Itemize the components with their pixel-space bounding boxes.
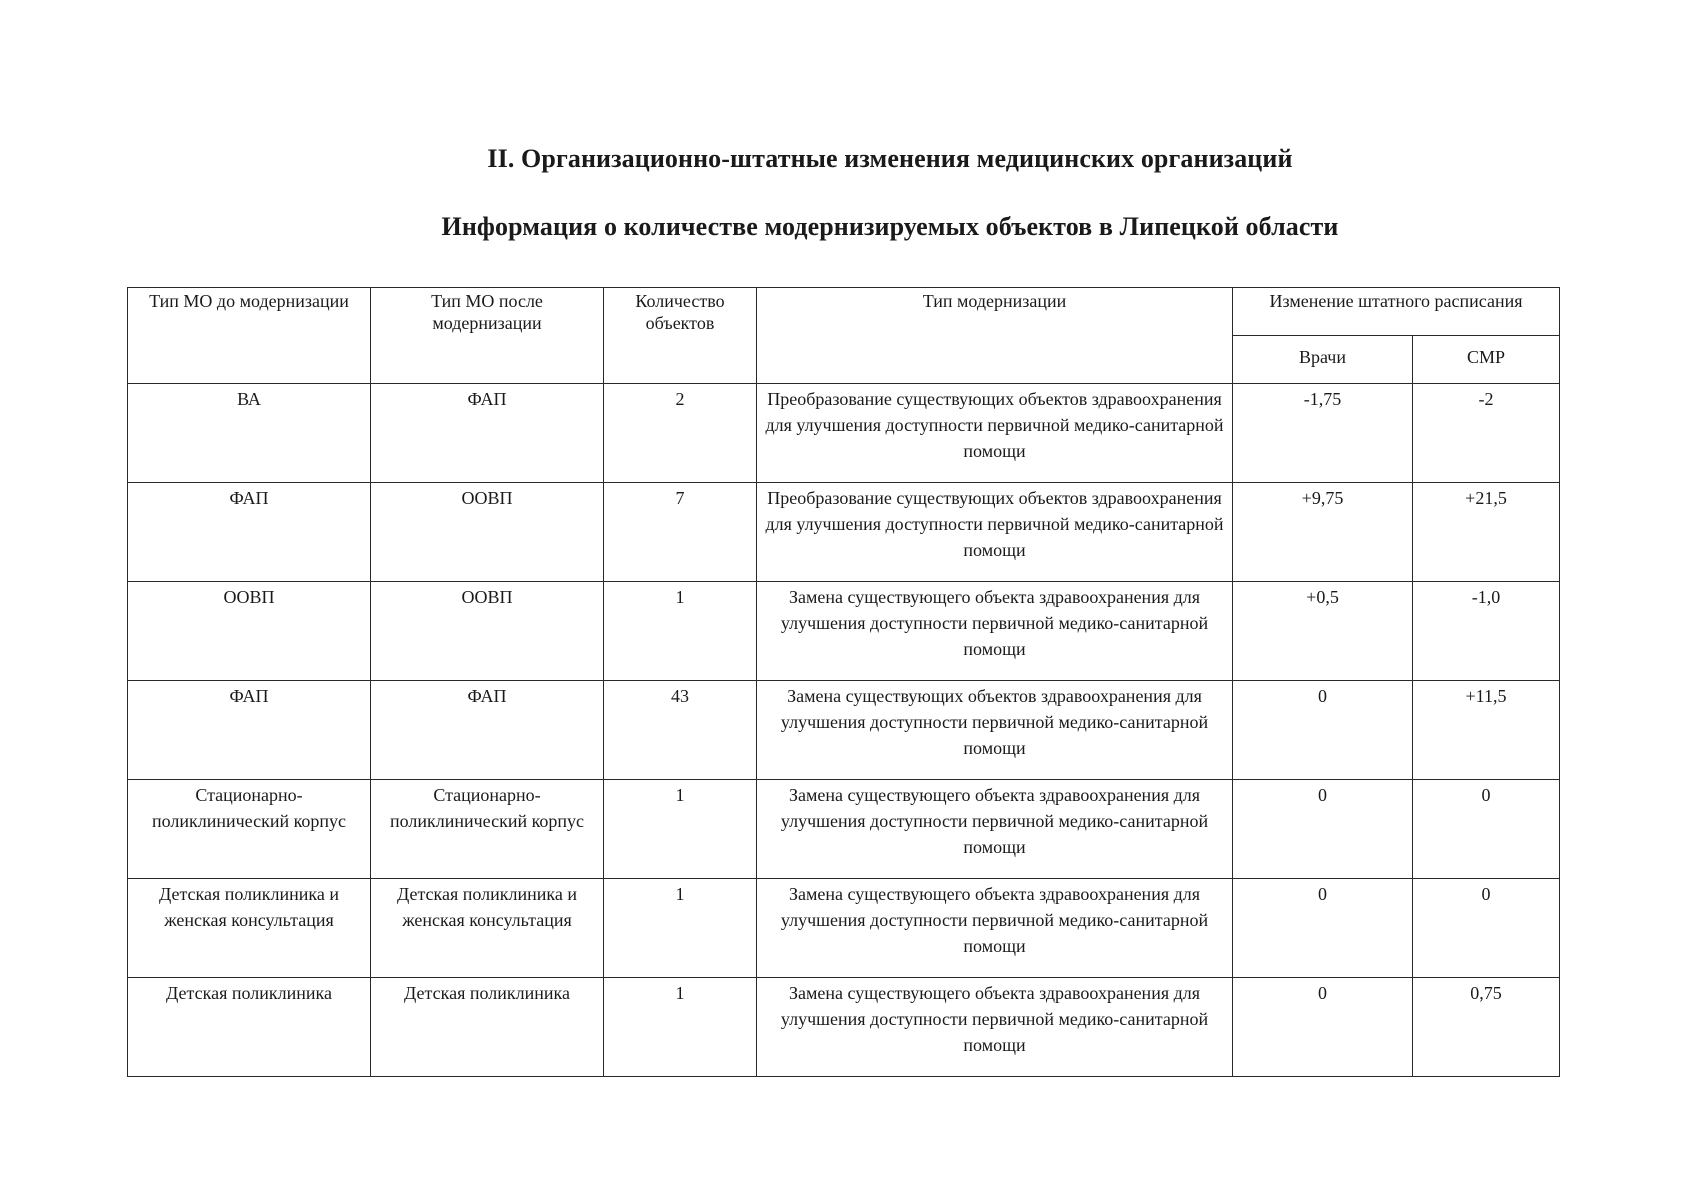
cell-count: 43 [604,681,757,780]
cell-type-before: Детская поликлиника и женская консультация [128,879,371,978]
cell-count: 1 [604,978,757,1077]
cell-modernization-type: Замена существующих объектов здравоохранения для улучшения доступности первичной медико-санитарной помощи [757,681,1233,780]
cell-smr: 0 [1413,780,1560,879]
section-heading: II. Организационно-штатные изменения медицинских организаций [487,144,1293,173]
header-modernization-type: Тип модернизации [757,288,1233,384]
cell-modernization-type: Замена существующего объекта здравоохранения для улучшения доступности первичной медико-санитарной помощи [757,978,1233,1077]
table-row [128,978,1560,1077]
cell-smr: +21,5 [1413,483,1560,582]
cell-type-before: ВА [128,384,371,483]
cell-smr: 0,75 [1413,978,1560,1077]
header-type-after: Тип МО после модернизации [371,288,604,384]
cell-count: 1 [604,582,757,681]
cell-doctors: 0 [1233,780,1413,879]
cell-type-before: ФАП [128,483,371,582]
cell-smr: 0 [1413,879,1560,978]
cell-count: 2 [604,384,757,483]
cell-type-after: Детская поликлиника [371,978,604,1077]
cell-type-before: ФАП [128,681,371,780]
cell-doctors: +9,75 [1233,483,1413,582]
cell-type-after: ФАП [371,681,604,780]
header-doctors: Врачи [1233,336,1413,384]
table-row [128,483,1560,582]
modernization-table [127,287,1560,1077]
cell-type-before: Стационарно-поликлинический корпус [128,780,371,879]
cell-doctors: 0 [1233,879,1413,978]
header-type-before: Тип МО до модернизации [128,288,371,384]
header-count: Количество объектов [604,288,757,384]
cell-smr: -2 [1413,384,1560,483]
cell-type-before: Детская поликлиника [128,978,371,1077]
cell-modernization-type: Замена существующего объекта здравоохранения для улучшения доступности первичной медико-санитарной помощи [757,879,1233,978]
cell-type-after: ООВП [371,483,604,582]
header-smr: СМР [1413,336,1560,384]
table-row [128,582,1560,681]
cell-type-after: ООВП [371,582,604,681]
cell-modernization-type: Замена существующего объекта здравоохранения для улучшения доступности первичной медико-санитарной помощи [757,780,1233,879]
cell-count: 7 [604,483,757,582]
table-body [128,384,1560,1077]
cell-type-after: ФАП [371,384,604,483]
cell-smr: +11,5 [1413,681,1560,780]
table-row [128,384,1560,483]
table-row [128,780,1560,879]
cell-type-after: Стационарно-поликлинический корпус [371,780,604,879]
cell-doctors: +0,5 [1233,582,1413,681]
header-staff-change: Изменение штатного расписания [1233,288,1560,336]
cell-doctors: 0 [1233,681,1413,780]
table-row [128,681,1560,780]
cell-modernization-type: Замена существующего объекта здравоохранения для улучшения доступности первичной медико-санитарной помощи [757,582,1233,681]
cell-doctors: -1,75 [1233,384,1413,483]
cell-modernization-type: Преобразование существующих объектов здравоохранения для улучшения доступности первичной медико-санитарной помощи [757,483,1233,582]
cell-smr: -1,0 [1413,582,1560,681]
cell-count: 1 [604,780,757,879]
table-row [128,879,1560,978]
cell-doctors: 0 [1233,978,1413,1077]
cell-type-before: ООВП [128,582,371,681]
cell-type-after: Детская поликлиника и женская консультация [371,879,604,978]
table-title: Информация о количестве модернизируемых объектов в Липецкой области [441,212,1339,241]
cell-count: 1 [604,879,757,978]
cell-modernization-type: Преобразование существующих объектов здравоохранения для улучшения доступности первичной медико-санитарной помощи [757,384,1233,483]
